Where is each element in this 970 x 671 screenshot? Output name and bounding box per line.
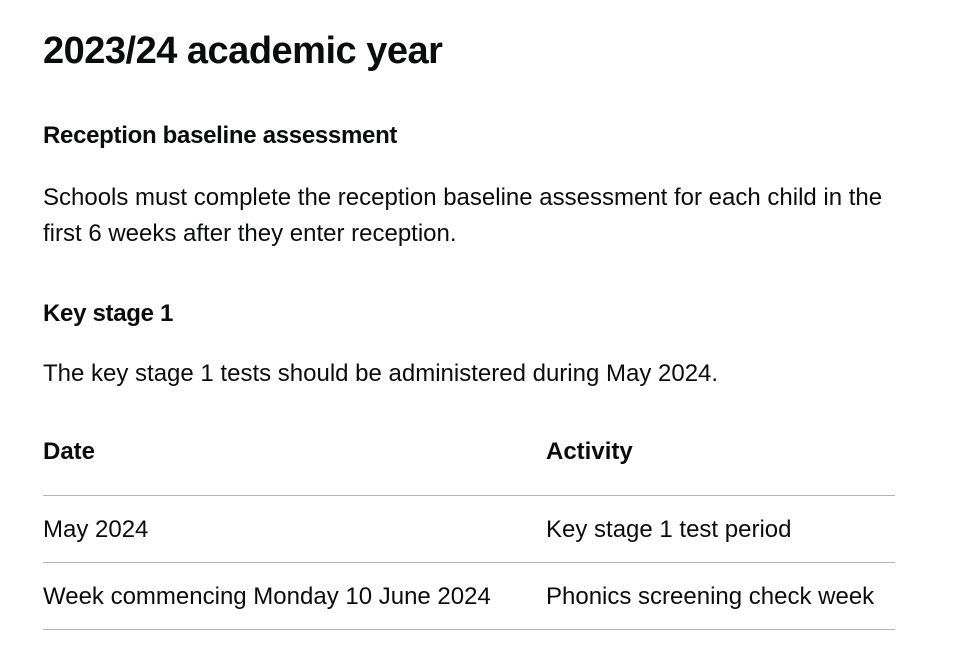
table-cell-date: May 2024 [43, 496, 546, 563]
reception-heading: Reception baseline assessment [43, 122, 398, 149]
table-cell-activity: Phonics screening check week [546, 563, 895, 630]
ks1-body: The key stage 1 tests should be administered during May 2024. [43, 360, 719, 387]
page-title: 2023/24 academic year [43, 30, 443, 72]
column-header-activity: Activity [546, 435, 895, 496]
table-row [43, 563, 895, 630]
table-row [43, 496, 895, 563]
ks1-heading: Key stage 1 [43, 300, 174, 327]
table-header-row [43, 435, 895, 496]
table-cell-date: Week commencing Monday 10 June 2024 [43, 563, 546, 630]
table-cell-activity: Key stage 1 test period [546, 496, 895, 563]
column-header-date: Date [43, 435, 546, 496]
reception-body: Schools must complete the reception baseline assessment for each child in the first 6 weeks after they enter reception. [43, 184, 883, 247]
schedule-table [43, 435, 895, 630]
